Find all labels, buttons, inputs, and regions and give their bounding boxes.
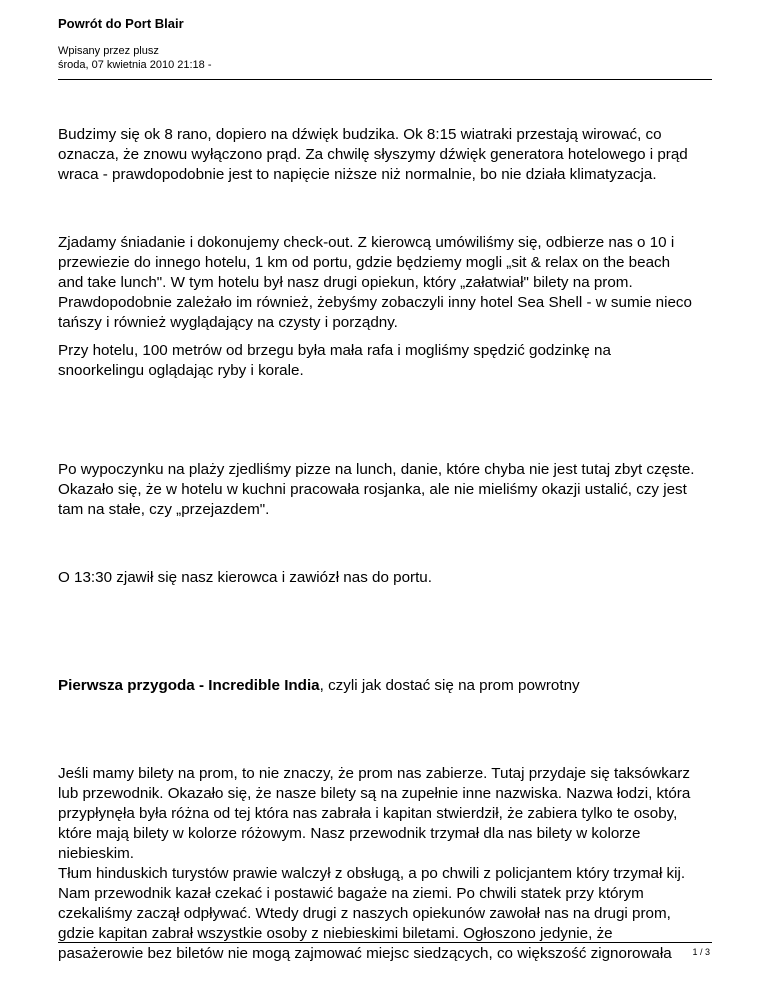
page-title: Powrót do Port Blair xyxy=(58,16,184,31)
footer-divider xyxy=(58,942,712,943)
section-heading-paragraph xyxy=(58,676,718,696)
paragraph-driver: O 13:30 zjawił się nasz kierowca i zawiózł nas do portu. xyxy=(58,569,432,586)
article-meta xyxy=(58,44,212,72)
paragraph-lunch: Po wypoczynku na plaży zjedliśmy pizze na lunch, danie, które chyba nie jest tutaj zbyt częste. Okazało się, że w hotelu w kuchni pracowała rosjanka, ale nie mieliśmy okazji ustalić, czy jest tam na stałe, czy „przejazdem". xyxy=(58,461,695,518)
header-divider xyxy=(58,79,712,80)
section-heading-bold: Pierwsza przygoda - Incredible India xyxy=(58,677,320,694)
date-line: środa, 07 kwietnia 2010 21:18 - xyxy=(58,59,212,71)
author-line: Wpisany przez plusz xyxy=(58,45,159,57)
section-heading-rest: , czyli jak dostać się na prom powrotny xyxy=(319,677,580,694)
paragraph-check-out: Zjadamy śniadanie i dokonujemy check-out. Z kierowcą umówiliśmy się, odbierze nas o 10 i przewiezie do innego hotelu, 1 km od portu, gdzie będziemy mogli „sit & relax on the beach and take lunch". W tym hotelu był nasz drugi opiekun, który „załatwiał" bilety na prom. Prawdopodobnie zależało im również, żebyśmy zobaczyli inny hotel Sea Shell - w sumie nieco tańszy i również wyglądający na czysty i porządny. xyxy=(58,234,692,331)
paragraph-wake-up: Budzimy się ok 8 rano, dopiero na dźwięk budzika. Ok 8:15 wiatraki przestają wirować, co oznacza, że znowu wyłączono prąd. Za chwilę słyszymy dźwięk generatora hotelowego i prąd wraca - prawdopodobnie jest to napięcie niższe niż normalnie, bo nie działa klimatyzacja. xyxy=(58,126,688,183)
paragraph-snorkeling: Przy hotelu, 100 metrów od brzegu była mała rafa i mogliśmy spędzić godzinkę na snoorkelingu oglądając ryby i korale. xyxy=(58,342,611,379)
page-number: 1 / 3 xyxy=(692,947,710,957)
paragraph-ferry-tickets: Jeśli mamy bilety na prom, to nie znaczy, że prom nas zabierze. Tutaj przydaje się taksówkarz lub przewodnik. Okazało się, że nasze bilety są na zupełnie inne nazwiska. Nazwa łodzi, która przypłynęła była różna od tej która nas zabrała i kapitan stwierdził, że zabiera tylko te osoby, które mają bilety w kolorze różowym. Nasz przewodnik trzymał dla nas bilety w kolorze niebieskim. Tłum hinduskich turystów prawie walczył z obsługą, a po chwili z policjantem który trzymał kij. Nam przewodnik kazał czekać i postawić bagaże na ziemi. Po chwili statek przy którym czekaliśmy zaczął odpływać. Wtedy drugi z naszych opiekunów zawołał nas na drugi prom, gdzie kapitan zabrał wszystkie osoby z niebieskimi biletami. Ogłoszono jedynie, że pasażerowie bez biletów nie mogą zajmować miejsc siedzących, co większość zignorowała xyxy=(58,765,691,962)
